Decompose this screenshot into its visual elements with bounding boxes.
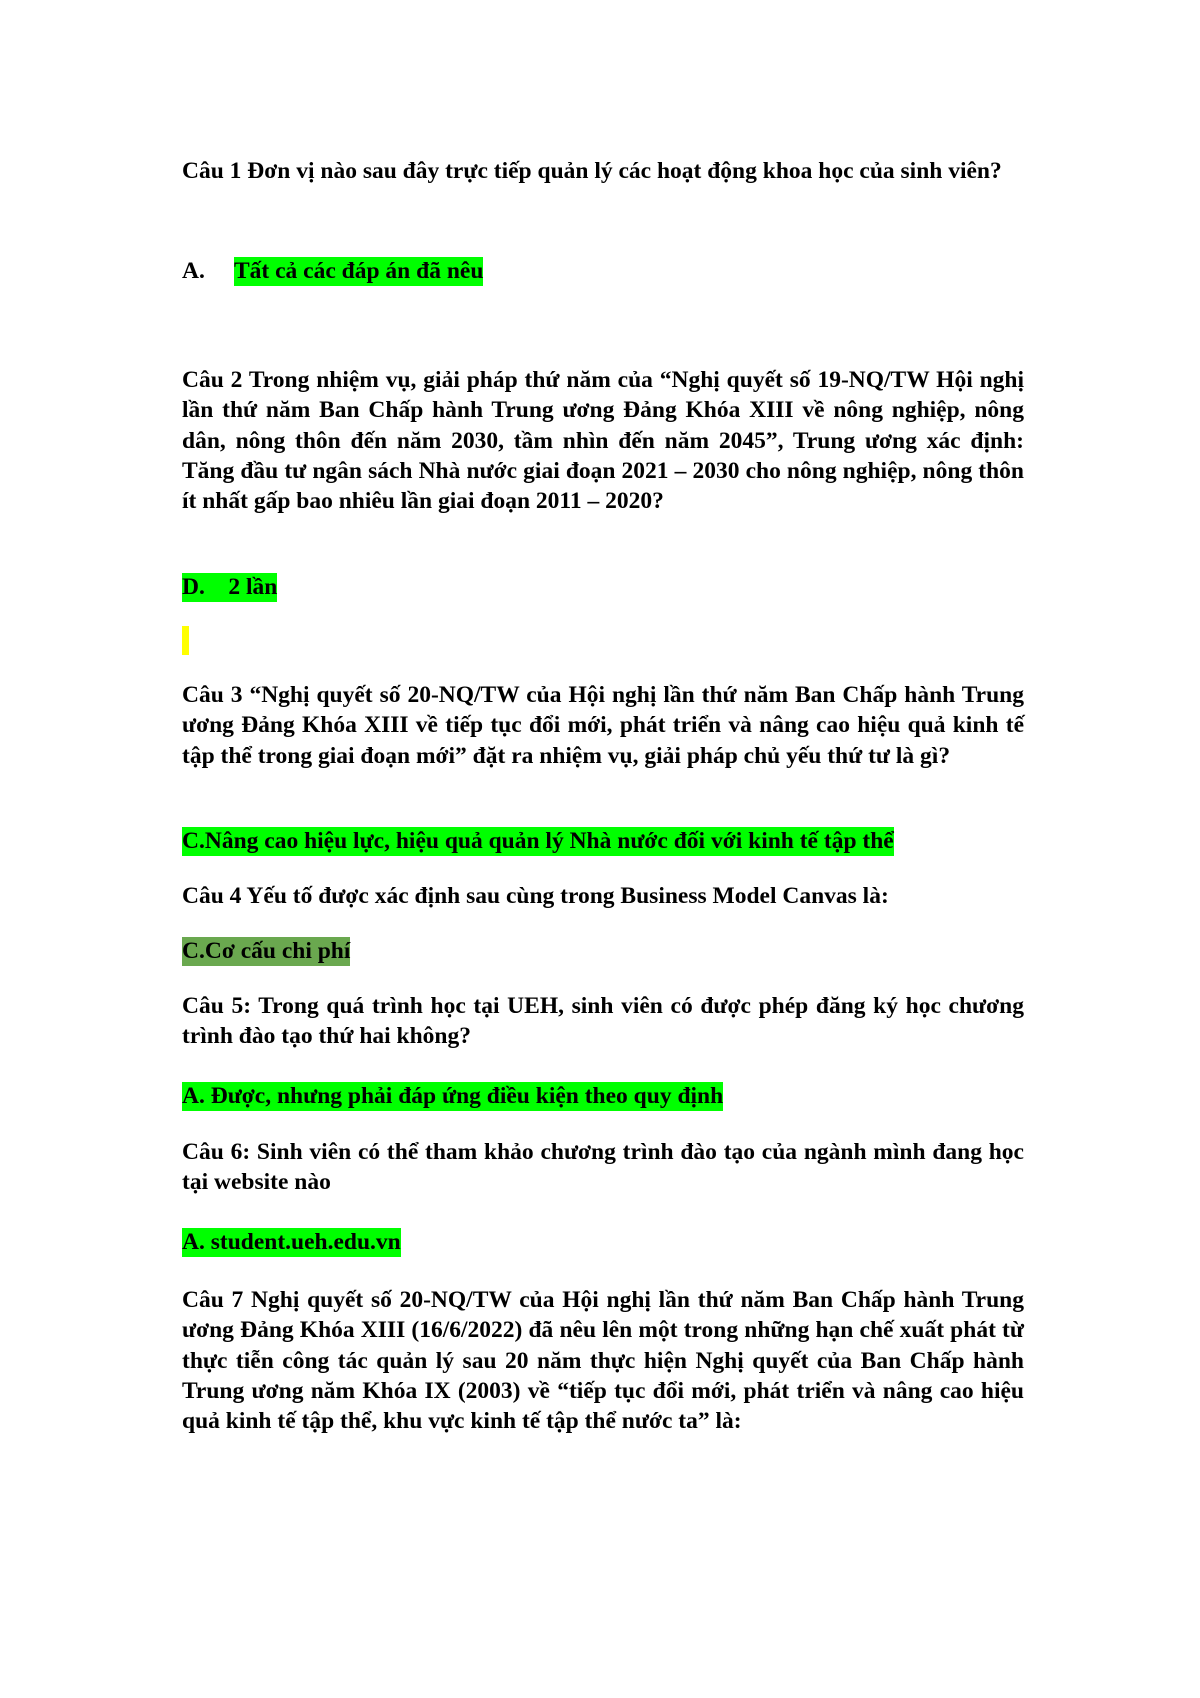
answer-4-highlight: C.Cơ cấu chi phí bbox=[182, 938, 351, 964]
question-2: Câu 2 Trong nhiệm vụ, giải pháp thứ năm của “Nghị quyết số 19-NQ/TW Hội nghị lần thứ năm Ban Chấp hành Trung ương Đảng Khóa XIII về nông nghiệp, nông dân, nông thôn đến năm 2030, tầm nhìn đến năm 2045”, Trung ương xác định: Tăng đầu tư ngân sách Nhà nước giai đoạn 2021 – 2030 cho nông nghiệp, nông thôn ít nhất gấp bao nhiêu lần giai đoạn 2011 – 2020? bbox=[182, 367, 1024, 515]
yellow-highlight-marker bbox=[182, 626, 189, 655]
answer-5 bbox=[182, 1081, 723, 1111]
answer-4 bbox=[182, 936, 350, 966]
question-6: Câu 6: Sinh viên có thể tham khảo chương trình đào tạo của ngành mình đang học tại website nào bbox=[182, 1139, 1024, 1196]
answer-2-highlight: D. 2 lần bbox=[182, 574, 278, 600]
question-3: Câu 3 “Nghị quyết số 20-NQ/TW của Hội nghị lần thứ năm Ban Chấp hành Trung ương Đảng Khóa XIII về tiếp tục đổi mới, phát triển và nâng cao hiệu quả kinh tế tập thể trong giai đoạn mới” đặt ra nhiệm vụ, giải pháp chủ yếu thứ tư là gì? bbox=[182, 682, 1024, 769]
answer-5-highlight: A. Được, nhưng phải đáp ứng điều kiện theo quy định bbox=[182, 1083, 724, 1109]
answer-2 bbox=[182, 572, 277, 602]
question-7: Câu 7 Nghị quyết số 20-NQ/TW của Hội nghị lần thứ năm Ban Chấp hành Trung ương Đảng Khóa XIII (16/6/2022) đã nêu lên một trong những hạn chế xuất phát từ thực tiễn công tác quản lý sau 20 năm thực hiện Nghị quyết của Ban Chấp hành Trung ương năm Khóa IX (2003) về “tiếp tục đổi mới, phát triển và nâng cao hiệu quả kinh tế tập thể, khu vực kinh tế tập thể nước ta” là: bbox=[182, 1287, 1024, 1435]
answer-6 bbox=[182, 1227, 401, 1257]
answer-1 bbox=[182, 256, 483, 286]
question-5: Câu 5: Trong quá trình học tại UEH, sinh viên có được phép đăng ký học chương trình đào tạo thứ hai không? bbox=[182, 993, 1024, 1050]
answer-3 bbox=[182, 826, 894, 856]
answer-1-letter: A. bbox=[182, 258, 205, 284]
question-4: Câu 4 Yếu tố được xác định sau cùng trong Business Model Canvas là: bbox=[182, 883, 889, 909]
answer-6-highlight: A. student.ueh.edu.vn bbox=[182, 1229, 401, 1255]
answer-1-highlight: Tất cả các đáp án đã nêu bbox=[234, 258, 484, 284]
question-1: Câu 1 Đơn vị nào sau đây trực tiếp quản lý các hoạt động khoa học của sinh viên? bbox=[182, 158, 1002, 184]
answer-3-highlight: C.Nâng cao hiệu lực, hiệu quả quản lý Nhà nước đối với kinh tế tập thể bbox=[182, 828, 894, 854]
